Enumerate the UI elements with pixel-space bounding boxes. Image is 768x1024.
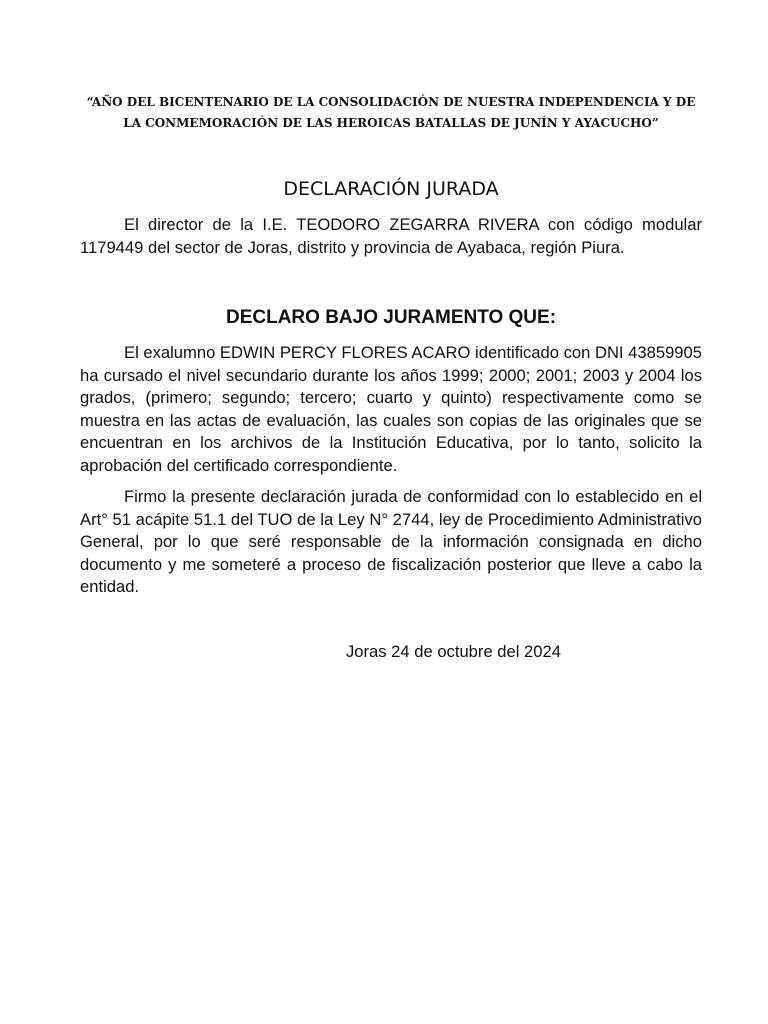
statement-paragraph: El exalumno EDWIN PERCY FLORES ACARO identificado con DNI 43859905 ha cursado el nivel secundario durante los años 1999; 2000; 2001; 2003 y 2004 los grados, (primero; segundo; tercero; cuarto y quinto) respectivamente como se muestra en las actas de evaluación, las cuales son copias de las originales que se encuentran en los archivos de la Institución Educativa, por lo tanto, solicito la aprobación del certificado correspondiente. bbox=[80, 343, 702, 475]
document-title: DECLARACIÓN JURADA bbox=[283, 178, 499, 200]
place-and-date: Joras 24 de octubre del 2024 bbox=[346, 642, 561, 661]
intro-paragraph: El director de la I.E. TEODORO ZEGARRA RIVERA con código modular 1179449 del sector de Joras, distrito y provincia de Ayabaca, región Piura. bbox=[80, 215, 702, 257]
declaration-heading: DECLARO BAJO JURAMENTO QUE: bbox=[225, 307, 557, 328]
signature-paragraph: Firmo la presente declaración jurada de conformidad con lo establecido en el Art° 51 acápite 51.1 del TUO de la Ley N° 2744, ley de Procedimiento Administrativo General, por lo que seré responsable de la información consignada en dicho documento y me someteré a proceso de fiscalización posterior que lleve a cabo la entidad. bbox=[80, 487, 702, 596]
year-motto-header: “AÑO DEL BICENTENARIO DE LA CONSOLIDACIÓN DE NUESTRA INDEPENDENCIA Y DE LA CONMEMORACIÓN DE LAS HEROICAS BATALLAS DE JUNÍN Y AYACUCHO” bbox=[86, 95, 696, 130]
